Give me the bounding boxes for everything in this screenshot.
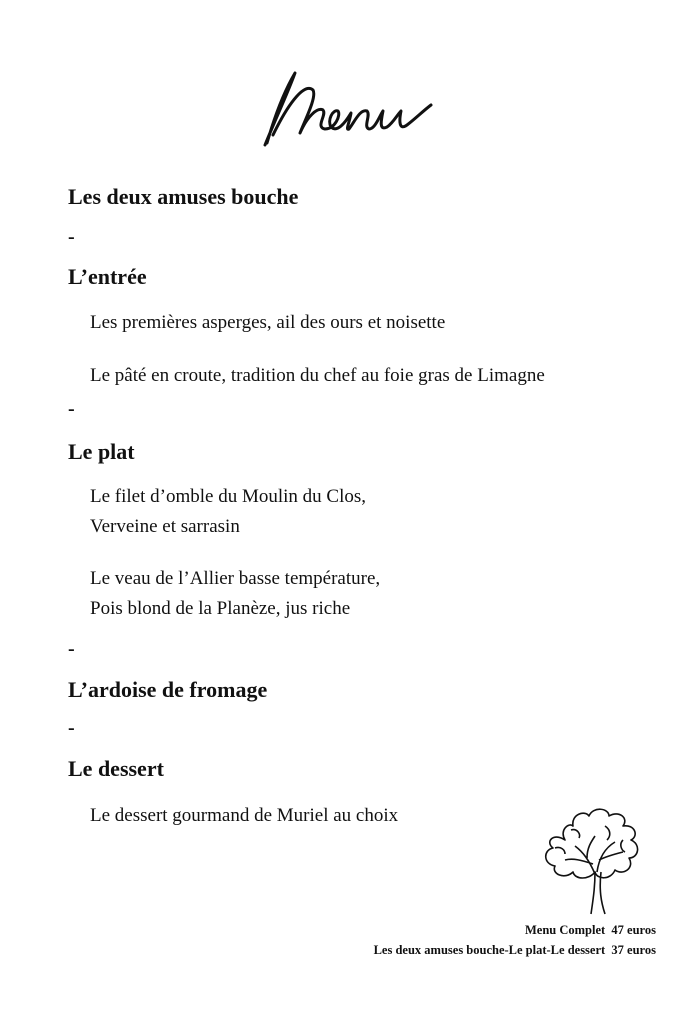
menu-title-script [245,65,445,150]
tree-illustration [535,800,645,920]
separator: - [68,226,75,248]
price-menu-reduced: Les deux amuses bouche-Le plat-Le dessert 37 euros [373,943,656,957]
section-heading-dessert: Le dessert [68,756,164,781]
menu-item: Le pâté en croute, tradition du chef au foie gras de Limagne [90,365,545,386]
menu-item: Les premières asperges, ail des ours et noisette [90,312,446,333]
section-heading-amuses: Les deux amuses bouche [68,184,299,209]
separator: - [68,398,75,420]
separator: - [68,638,75,660]
section-heading-plat: Le plat [68,439,135,464]
menu-item-line: Pois blond de la Planèze, jus riche [90,598,351,619]
section-heading-entree: L’entrée [68,264,147,289]
section-heading-fromage: L’ardoise de fromage [68,677,268,702]
menu-item-line: Le filet d’omble du Moulin du Clos, [90,486,367,507]
menu-item: Le dessert gourmand de Muriel au choix [90,805,399,826]
menu-item-line: Le veau de l’Allier basse température, [90,568,381,589]
separator: - [68,717,75,739]
menu-item-line: Verveine et sarrasin [90,516,240,537]
price-menu-complet: Menu Complet 47 euros [524,923,656,937]
